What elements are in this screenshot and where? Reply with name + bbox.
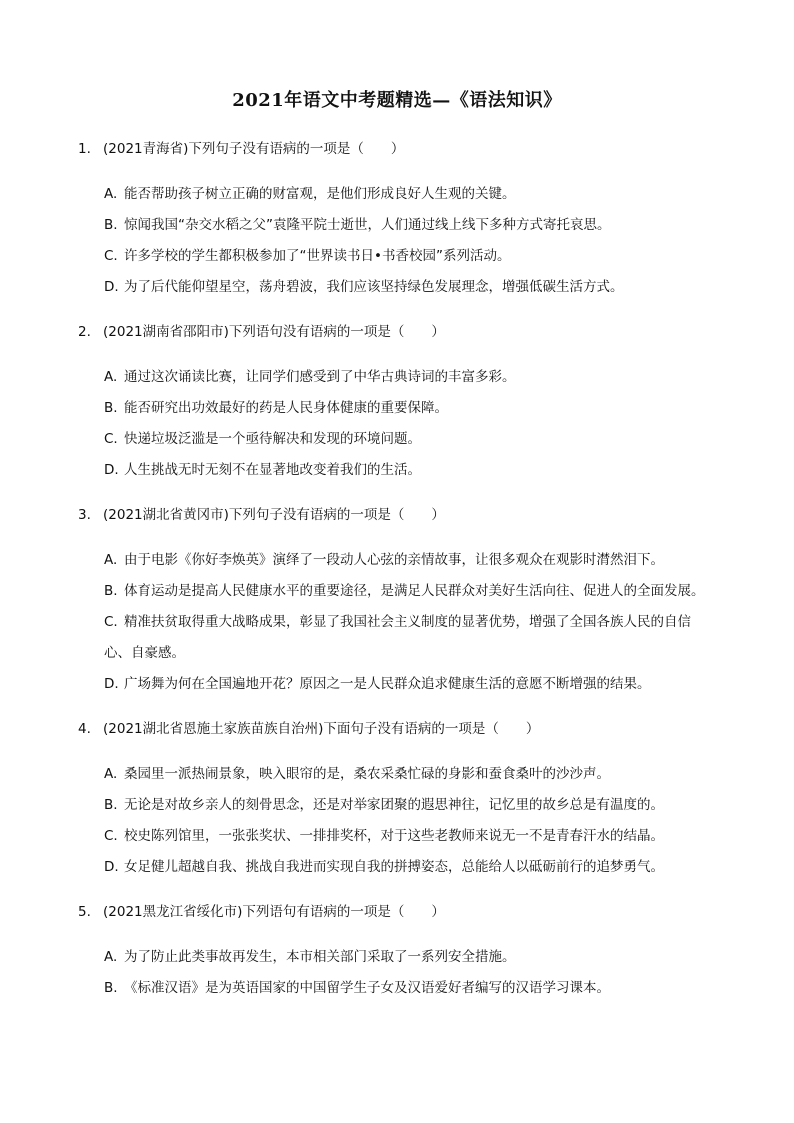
option-letter: D. bbox=[104, 676, 119, 692]
option-c bbox=[104, 427, 421, 447]
question-number: 1. bbox=[78, 141, 91, 157]
option-text: 《标准汉语》是为英语国家的中国留学生子女及汉语爱好者编写的汉语学习课本。 bbox=[124, 980, 610, 996]
option-text: 通过这次诵读比赛，让同学们感受到了中华古典诗词的丰富多彩。 bbox=[124, 369, 516, 385]
option-text: 快递垃圾泛滥是一个亟待解决和发现的环境问题。 bbox=[124, 431, 421, 447]
option-a bbox=[104, 762, 610, 782]
option-b bbox=[104, 976, 610, 996]
option-b bbox=[104, 579, 705, 599]
option-c-continuation: 心、自豪感。 bbox=[104, 645, 185, 661]
option-text: 许多学校的学生都积极参加了“世界读书日•书香校园”系列活动。 bbox=[124, 248, 511, 264]
option-letter: A. bbox=[104, 186, 118, 202]
option-letter: C. bbox=[104, 248, 118, 264]
option-text: 为了后代能仰望星空，荡舟碧波，我们应该坚持绿色发展理念，增强低碳生活方式。 bbox=[124, 279, 624, 295]
option-letter: B. bbox=[104, 797, 118, 813]
option-letter: D. bbox=[104, 859, 119, 875]
question-text: (2021青海省)下列句子没有语病的一项是（ ） bbox=[103, 141, 405, 157]
question-stem bbox=[78, 320, 445, 340]
option-text: 精准扶贫取得重大战略成果，彰显了我国社会主义制度的显著优势，增强了全国各族人民的自信 bbox=[124, 614, 691, 630]
option-text: 体育运动是提高人民健康水平的重要途径，是满足人民群众对美好生活向往、促进人的全面发展。 bbox=[124, 583, 705, 599]
option-text: 桑园里一派热闹景象，映入眼帘的是，桑农采桑忙碌的身影和蚕食桑叶的沙沙声。 bbox=[124, 766, 610, 782]
option-letter: A. bbox=[104, 949, 118, 965]
option-letter: D. bbox=[104, 279, 119, 295]
option-a bbox=[104, 365, 516, 385]
option-b bbox=[104, 396, 448, 416]
option-text: 能否帮助孩子树立正确的财富观，是他们形成良好人生观的关键。 bbox=[124, 186, 516, 202]
question-text: (2021湖南省邵阳市)下列语句没有语病的一项是（ ） bbox=[103, 324, 445, 340]
option-text: 女足健儿超越自我、挑战自我进而实现自我的拼搏姿态，总能给人以砥砺前行的追梦勇气。 bbox=[124, 859, 664, 875]
option-text: 人生挑战无时无刻不在显著地改变着我们的生活。 bbox=[124, 462, 421, 478]
option-letter: C. bbox=[104, 431, 118, 447]
option-text: 惊闻我国“杂交水稻之父”袁隆平院士逝世，人们通过线上线下多种方式寄托哀思。 bbox=[124, 217, 611, 233]
question-number: 4. bbox=[78, 721, 91, 737]
option-a bbox=[104, 945, 516, 965]
question-stem bbox=[78, 503, 445, 523]
question-stem bbox=[78, 717, 539, 737]
option-b bbox=[104, 213, 611, 233]
question-number: 3. bbox=[78, 507, 91, 523]
option-text: 无论是对故乡亲人的刻骨思念，还是对举家团聚的遐思神往，记忆里的故乡总是有温度的。 bbox=[124, 797, 664, 813]
question-number: 5. bbox=[78, 904, 91, 920]
option-letter: B. bbox=[104, 400, 118, 416]
question-text: (2021黑龙江省绥化市)下列语句有语病的一项是（ ） bbox=[103, 904, 445, 920]
option-d bbox=[104, 855, 664, 875]
option-text: 能否研究出功效最好的药是人民身体健康的重要保障。 bbox=[124, 400, 448, 416]
page-title: 2021年语文中考题精选—《语法知识》 bbox=[232, 90, 562, 111]
option-a bbox=[104, 548, 664, 568]
option-c bbox=[104, 244, 510, 264]
option-text: 校史陈列馆里，一张张奖状、一排排奖杯，对于这些老教师来说无一不是青春汗水的结晶。 bbox=[124, 828, 664, 844]
option-text: 由于电影《你好李焕英》演绎了一段动人心弦的亲情故事，让很多观众在观影时潸然泪下。 bbox=[124, 552, 664, 568]
option-d bbox=[104, 275, 624, 295]
question-stem bbox=[78, 137, 404, 157]
question-text: (2021湖北省黄冈市)下列句子没有语病的一项是（ ） bbox=[103, 507, 445, 523]
option-b bbox=[104, 793, 664, 813]
option-letter: D. bbox=[104, 462, 119, 478]
option-d bbox=[104, 458, 421, 478]
question-text: (2021湖北省恩施土家族苗族自治州)下面句子没有语病的一项是（ ） bbox=[103, 721, 540, 737]
option-text: 广场舞为何在全国遍地开花？原因之一是人民群众追求健康生活的意愿不断增强的结果。 bbox=[124, 676, 651, 692]
option-a bbox=[104, 182, 516, 202]
question-stem bbox=[78, 900, 445, 920]
option-letter: A. bbox=[104, 552, 118, 568]
option-letter: B. bbox=[104, 980, 118, 996]
option-letter: C. bbox=[104, 828, 118, 844]
question-number: 2. bbox=[78, 324, 91, 340]
option-letter: A. bbox=[104, 766, 118, 782]
option-letter: B. bbox=[104, 217, 118, 233]
option-text: 为了防止此类事故再发生，本市相关部门采取了一系列安全措施。 bbox=[124, 949, 516, 965]
option-letter: B. bbox=[104, 583, 118, 599]
option-letter: A. bbox=[104, 369, 118, 385]
option-letter: C. bbox=[104, 614, 118, 630]
option-c bbox=[104, 610, 691, 630]
option-c bbox=[104, 824, 664, 844]
option-d bbox=[104, 672, 651, 692]
